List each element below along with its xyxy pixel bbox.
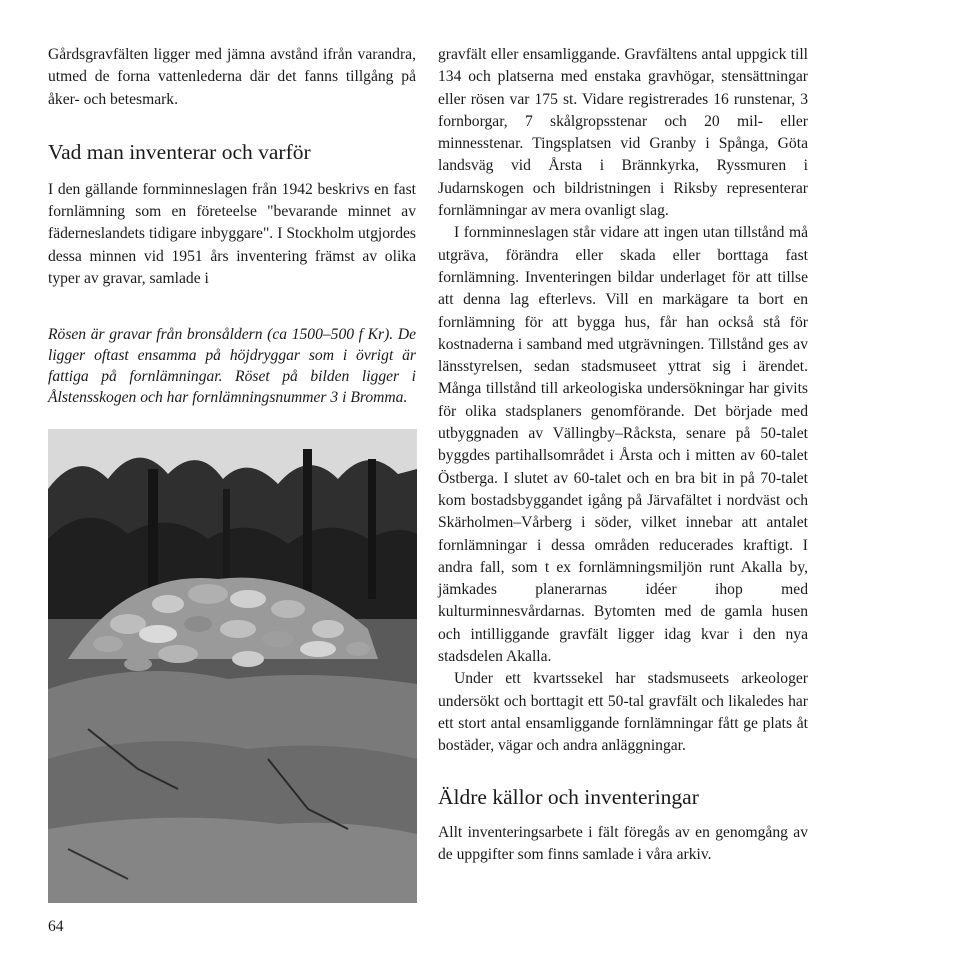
left-column [48,44,416,903]
body-paragraph: Allt inventeringsarbete i fält föregås av en genomgång av de uppgifter som finns samlade i våra arkiv. [438,823,808,863]
photo-caption: Rösen är gravar från bronsåldern (ca 1500–500 f Kr). De ligger oftast ensamma på höjdryggar som i övrigt är fattiga på fornlämningar. Röset på bilden ligger i Ålstensskogen och har fornlämningsnummer 3 i Bromma. [48,326,416,407]
page-number: 64 [48,918,64,935]
body-paragraph: I den gällande fornminneslagen från 1942 beskrivs en fast fornlämning som en företeelse "bevarande minnet av fäderneslandets tidigare inbyggare". I Stockholm utgjordes dessa minnen vid 1951 års inventering främst av olika typer av gravar, samlade i [48,180,416,288]
section-heading: Äldre källor och inventeringar [438,784,699,809]
body-paragraph: I fornminneslagen står vidare att ingen utan tillstånd må utgräva, förändra eller skada eller borttaga fast fornlämning. Inventeringen bildar underlaget för att tillse att denna lag efterlevs. Vill en markägare ta bort en fornlämning för att bygga hus, får han också stå för kostnaderna i samband med utgrävningen. Tillstånd ges av länsstyrelsen, sedan stadsmuseet yttrat sig i ärendet. Många tillstånd till arkeologiska undersökningar har givits för olika stadsplaners genomförande. Det började med utbyggnaden av Vällingby–Råcksta, senare på 50-talet byggdes partihallsområdet i Årsta och i mitten av 60-talet Östberga. I slutet av 60-talet och en bra bit in på 70-talet kom bostadsbyggandet igång på Järvafältet i nordväst och Skärholmen–Vårberg i söder, vilket innebar att antalet fornlämningar i dessa områden reducerades kraftigt. I andra fall, som t ex fornlämningsmiljön runt Akalla by, jämkades planerarnas idéer ihop med kulturminnesvårdarnas. Bytomten med de gamla husen och intilliggande gravfält ligger idag kvar i den nya stadsdelen Akalla. [438,224,808,666]
body-paragraph: Under ett kvartssekel har stadsmuseets arkeologer undersökt och borttagit ett 50-tal gravfält och likaledes har ett stort antal ensamliggande fornlämningar fått ge plats åt bostäder, vägar och andra anläggningar. [438,670,808,755]
cairn-photo [48,429,417,903]
section-heading: Vad man inventerar och varför [48,139,311,164]
body-paragraph: gravfält eller ensamliggande. Gravfältens antal uppgick till 134 och platserna med enstaka gravhögar, stensättningar eller rösen var 175 st. Vidare registrerades 16 runstenar, 3 fornborgar, 7 skålgropsstenar och 20 mil- eller minnesstenar. Tingsplatsen vid Granby i Spånga, Göta landsväg vid Årsta i Brännkyrka, Ryssmuren i Judarnskogen och bildristningen i Riksby representerar fornlämningar av mera ovanligt slag. [438,46,808,220]
intro-paragraph: Gårdsgravfälten ligger med jämna avstånd ifrån varandra, utmed de forna vattenlederna där det fanns tillgång på åker- och betesmark. [48,46,416,108]
right-column [438,44,808,866]
